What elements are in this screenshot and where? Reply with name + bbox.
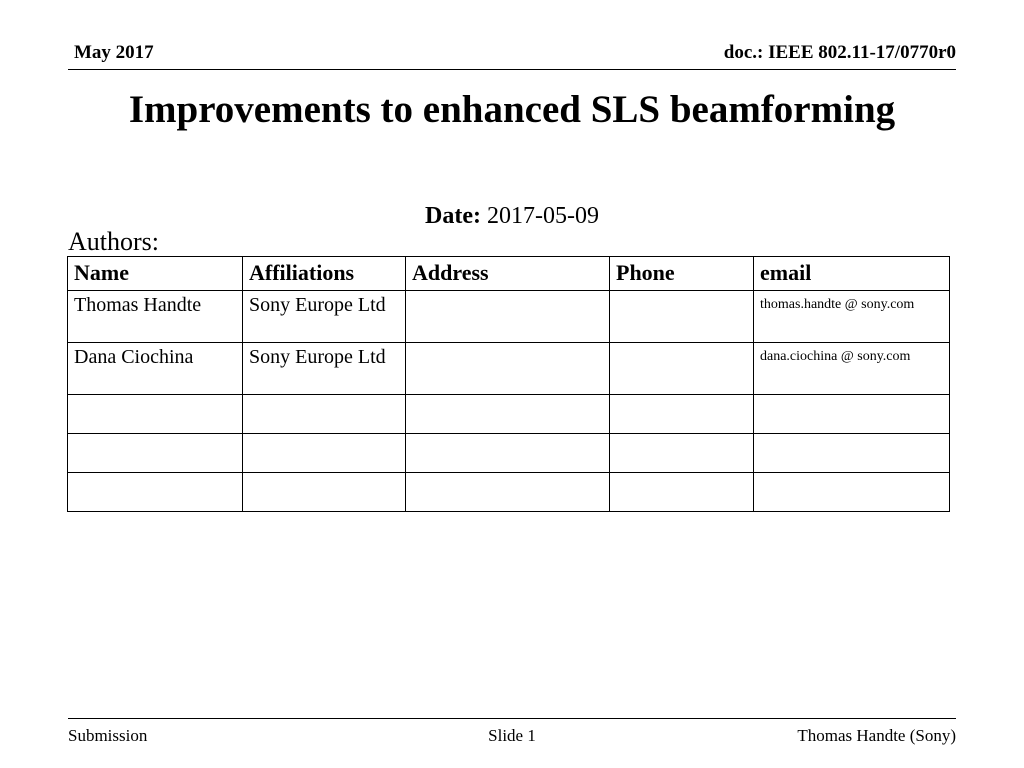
table-row [68, 434, 950, 473]
cell-affiliation [243, 473, 406, 512]
cell-email [754, 473, 950, 512]
header-date: May 2017 [74, 42, 154, 63]
footer-divider [68, 718, 956, 719]
table-row [68, 343, 950, 395]
table-row [68, 473, 950, 512]
cell-address [406, 395, 610, 434]
cell-affiliation [243, 395, 406, 434]
cell-affiliation: Sony Europe Ltd [243, 343, 406, 395]
cell-name: Dana Ciochina [68, 343, 243, 395]
header-document-number: doc.: IEEE 802.11-17/0770r0 [723, 42, 956, 63]
authors-table [67, 256, 950, 512]
authors-label: Authors: [68, 227, 159, 256]
date-line [68, 203, 956, 230]
cell-email [754, 434, 950, 473]
column-header-phone: Phone [610, 257, 754, 291]
footer-author: Thomas Handte (Sony) [797, 726, 956, 745]
date-value: 2017-05-09 [486, 203, 599, 229]
cell-phone [610, 343, 754, 395]
cell-address [406, 291, 610, 343]
slide-footer [68, 726, 956, 750]
date-label: Date: [425, 203, 481, 229]
cell-email [754, 395, 950, 434]
cell-affiliation: Sony Europe Ltd [243, 291, 406, 343]
cell-email: dana.ciochina @ sony.com [754, 343, 950, 395]
table-row [68, 395, 950, 434]
column-header-affiliations: Affiliations [243, 257, 406, 291]
footer-slide-number: Slide 1 [488, 726, 536, 745]
column-header-name: Name [68, 257, 243, 291]
column-header-email: email [754, 257, 950, 291]
cell-phone [610, 395, 754, 434]
cell-phone [610, 473, 754, 512]
table-row [68, 291, 950, 343]
column-header-address: Address [406, 257, 610, 291]
cell-affiliation [243, 434, 406, 473]
slide-header [68, 40, 956, 70]
cell-address [406, 343, 610, 395]
cell-address [406, 473, 610, 512]
cell-name [68, 473, 243, 512]
cell-email: thomas.handte @ sony.com [754, 291, 950, 343]
cell-phone [610, 434, 754, 473]
cell-address [406, 434, 610, 473]
cell-name: Thomas Handte [68, 291, 243, 343]
page-title: Improvements to enhanced SLS beamforming [128, 88, 896, 131]
cell-name [68, 434, 243, 473]
table-header-row [68, 257, 950, 291]
cell-name [68, 395, 243, 434]
cell-phone [610, 291, 754, 343]
footer-submission: Submission [68, 726, 148, 745]
